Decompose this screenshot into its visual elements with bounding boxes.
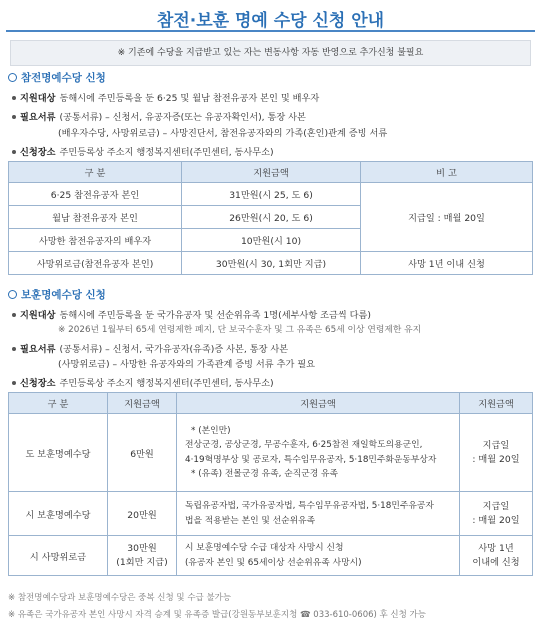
section1-table xyxy=(8,161,533,275)
table-header: 구 분 xyxy=(9,162,182,183)
bullet-icon xyxy=(12,347,16,351)
eligibility-cell: 시 보훈명예수당 수급 대상자 사망시 신청 (유공자 본인 및 65세이상 선순위유족 사망시) xyxy=(177,536,460,576)
deadline-note: 사망 1년 이내에 신청 xyxy=(460,536,533,576)
bullet-icon xyxy=(12,381,16,385)
section1-place: 신청장소 주민등록상 주소지 행정복지센터(주민센터, 동사무소) xyxy=(12,144,274,158)
section2-table xyxy=(8,392,533,576)
page-title: 참전·보훈 명예 수당 신청 안내 xyxy=(156,11,385,31)
circle-bullet-icon xyxy=(8,73,17,82)
table-row: 사망위로금(참전유공자 본인) 30만원(시 30, 1회만 지급) 사망 1년 이내 신청 xyxy=(9,252,533,275)
bullet-icon xyxy=(12,96,16,100)
eligibility-cell: 독립유공자법, 국가유공자법, 특수임무유공자법, 5·18민주유공자 법을 적용받는 본인 및 선순위유족 xyxy=(177,492,460,536)
table-row: 시 보훈명예수당 20만원 독립유공자법, 국가유공자법, 특수임무유공자법, 5·18민주유공자 법을 적용받는 본인 및 선순위유족 지급일 : 매월 20일 xyxy=(9,492,533,536)
section1-docs-2: (배우자수당, 사망위로금) – 사망진단서, 참전유공자와의 가족(혼인)관계 증빙 서류 xyxy=(58,128,388,139)
footnote-duplicate: ※ 참전명예수당과 보훈명예수당은 중복 신청 및 수급 불가능 xyxy=(8,593,232,603)
payday-note: 지급일 : 매월 20일 xyxy=(460,492,533,536)
section2-target-sub: ※ 2026년 1월부터 65세 연령제한 폐지, 단 보국수훈자 및 그 유족은 65세 이상 연령제한 유지 xyxy=(58,325,422,335)
eligibility-cell: * (본인만) 전상군경, 공상군경, 무공수훈자, 6·25참전 재일학도의용군인, 4·19혁명부상 및 공로자, 특수임무유공자, 5·18민주화운동부상자 * (유족) 전몰군경 유족, 순직군경 유족 xyxy=(177,414,460,492)
table-header: 지원금액 xyxy=(460,393,533,414)
section1-docs: 필요서류 (공통서류) – 신청서, 유공자증(또는 유공자확인서), 통장 사본 xyxy=(12,109,306,123)
footnote-survivor: ※ 유족은 국가유공자 본인 사망시 자격 승계 및 유족증 발급(강원동부보훈지청 ☎ 033-610-0606) 후 신청 가능 xyxy=(8,610,426,620)
table-header: 지원금액 xyxy=(177,393,460,414)
table-header: 비 고 xyxy=(361,162,533,183)
table-header: 구 분 xyxy=(9,393,108,414)
table-header: 지원금액 xyxy=(108,393,177,414)
table-row: 월남 참전유공자 본인 26만원(시 20, 도 6) xyxy=(9,206,533,229)
circle-bullet-icon xyxy=(8,290,17,299)
bullet-icon xyxy=(12,313,16,317)
table-row: 사망한 참전유공자의 배우자 10만원(시 10) xyxy=(9,229,533,252)
bullet-icon xyxy=(12,150,16,154)
section2-place: 신청장소 주민등록상 주소지 행정복지센터(주민센터, 동사무소) xyxy=(12,375,274,389)
section2-docs-2: (사망위로금) – 사망한 유공자와의 가족관계 증빙 서류 추가 필요 xyxy=(58,359,316,370)
notice-banner: ※ 기존에 수당을 지급받고 있는 자는 변동사항 자동 반영으로 추가신청 불필요 xyxy=(10,40,531,66)
section2-target: 지원대상 동해시에 주민등록을 둔 국가유공자 및 선순위유족 1명(세부사항 조금씩 다름) xyxy=(12,307,371,321)
table-row: 도 보훈명예수당 6만원 * (본인만) 전상군경, 공상군경, 무공수훈자, 6·25참전 재일학도의용군인, 4·19혁명부상 및 공로자, 특수임무유공자, 5·18민주화운동부상자 * (유족) 전몰군경 유족, 순직군경 유족 지급일 : 매월 20일 xyxy=(9,414,533,492)
section1-target: 지원대상 동해시에 주민등록을 둔 6·25 및 월남 참전유공자 본인 및 배우자 xyxy=(12,90,319,104)
table-header: 지원금액 xyxy=(182,162,361,183)
section1-heading: 참전명예수당 신청 xyxy=(8,70,106,85)
table-row: 시 사망위로금 30만원 (1회만 지급) 시 보훈명예수당 수급 대상자 사망시 신청 (유공자 본인 및 65세이상 선순위유족 사망시) 사망 1년 이내에 신청 xyxy=(9,536,533,576)
section2-heading: 보훈명예수당 신청 xyxy=(8,287,106,302)
bullet-icon xyxy=(12,115,16,119)
table-row: 6·25 참전유공자 본인 31만원(시 25, 도 6) 지급일 : 매월 20일 xyxy=(9,183,533,206)
section2-docs: 필요서류 (공통서류) – 신청서, 국가유공자(유족)증 사본, 통장 사본 xyxy=(12,341,288,355)
payday-note: 지급일 : 매월 20일 xyxy=(361,183,533,252)
payday-note: 지급일 : 매월 20일 xyxy=(460,414,533,492)
